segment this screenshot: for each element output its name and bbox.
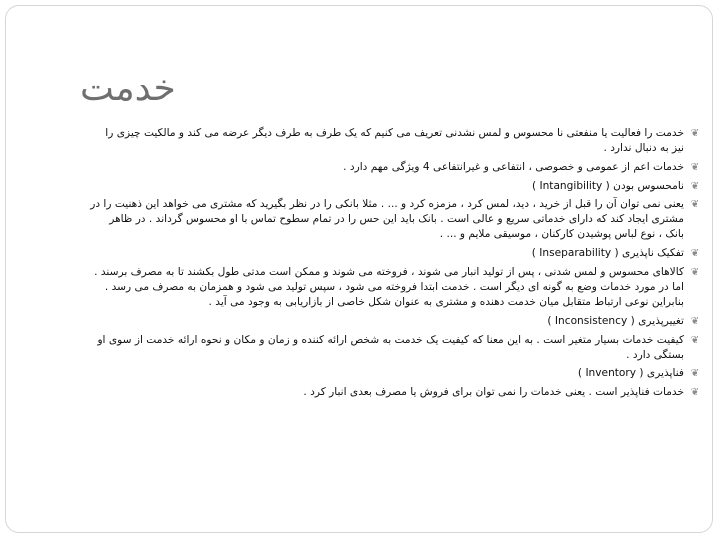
book-bullet-icon: ❦ <box>690 161 700 173</box>
bullet-item <box>90 126 702 156</box>
bullet-item <box>90 333 702 363</box>
bullet-text: کالاهای محسوس و لمس شدنی ، پس از تولید انبار می شوند ، فروخته می شوند و ممکن است مدتی طول بکشند تا به مصرف برسند . اما در مورد خدمات وضع به گونه ای دیگر است . خدمت ابتدا فروخته می شود ، سپس تولید می شود و همزمان به مصرف می رسد . بنابراین نوعی ارتباط متقابل میان خدمت دهنده و مشتری به عنوان شکل خاصی از بازاریابی به وجود می آید . <box>94 265 684 308</box>
book-bullet-icon: ❦ <box>690 334 700 346</box>
bullet-item <box>90 314 702 329</box>
bullet-item <box>90 160 702 175</box>
bullet-item <box>90 246 702 261</box>
bullet-item <box>90 265 702 310</box>
bullet-text: خدمت را فعالیت یا منفعتی نا محسوس و لمس نشدنی تعریف می کنیم که یک طرف به طرف دیگر عرضه می کند و مالکیت چیزی را نیز به دنبال ندارد . <box>105 127 684 154</box>
bullet-item <box>90 385 702 400</box>
book-bullet-icon: ❦ <box>690 128 700 139</box>
bullet-text: یعنی نمی توان آن را قبل از خرید ، دید، لمس کرد ، مزمزه کرد و ... . مثلا بانکی را در نظر بگیرید که مشتری می خواهد این ذهنیت را در مشتری ایجاد کند که دارای خدماتی سریع و عالی است . بانک باید این حس را در تمام سطوح تماس با او محسوس گرداند . در ظاهر بانک ، نوع لباس پوشیدن کارکنان ، موسیقی ملایم و ... . <box>90 198 684 241</box>
bullet-text: خدمات فناپذیر است . یعنی خدمات را نمی توان برای فروش یا مصرف بعدی انبار کرد . <box>303 386 684 399</box>
bullet-item <box>90 197 702 242</box>
bullet-text: فناپذیری ( Inventory ) <box>577 367 684 380</box>
slide-title: خدمت <box>80 68 176 109</box>
bullet-text: تفکیک ناپذیری ( Inseparability ) <box>531 247 684 260</box>
bullet-text: تغییرپذیری ( Inconsistency ) <box>547 314 684 327</box>
book-bullet-icon: ❦ <box>690 315 700 327</box>
bullet-item <box>90 366 702 381</box>
bullet-text: کیفیت خدمات بسیار متغیر است . به این معنا که کیفیت یک خدمت به شخص ارائه کننده و زمان و مکان و نحوه ارائه خدمت از سوی او بستگی دارد . <box>97 333 684 361</box>
book-bullet-icon: ❦ <box>690 266 700 278</box>
book-bullet-icon: ❦ <box>690 248 700 260</box>
book-bullet-icon: ❦ <box>690 387 700 399</box>
slide <box>5 5 713 533</box>
bullet-text: خدمات اعم از عمومی و خصوصی ، انتفاعی و غیرانتفاعی 4 ویژگی مهم دارد . <box>343 160 684 173</box>
book-bullet-icon: ❦ <box>690 368 700 380</box>
book-bullet-icon: ❦ <box>690 199 700 211</box>
book-bullet-icon: ❦ <box>690 180 700 192</box>
bullet-item <box>90 179 702 194</box>
bullet-list <box>90 126 702 404</box>
bullet-text: نامحسوس بودن ( Intangibility ) <box>531 179 684 192</box>
